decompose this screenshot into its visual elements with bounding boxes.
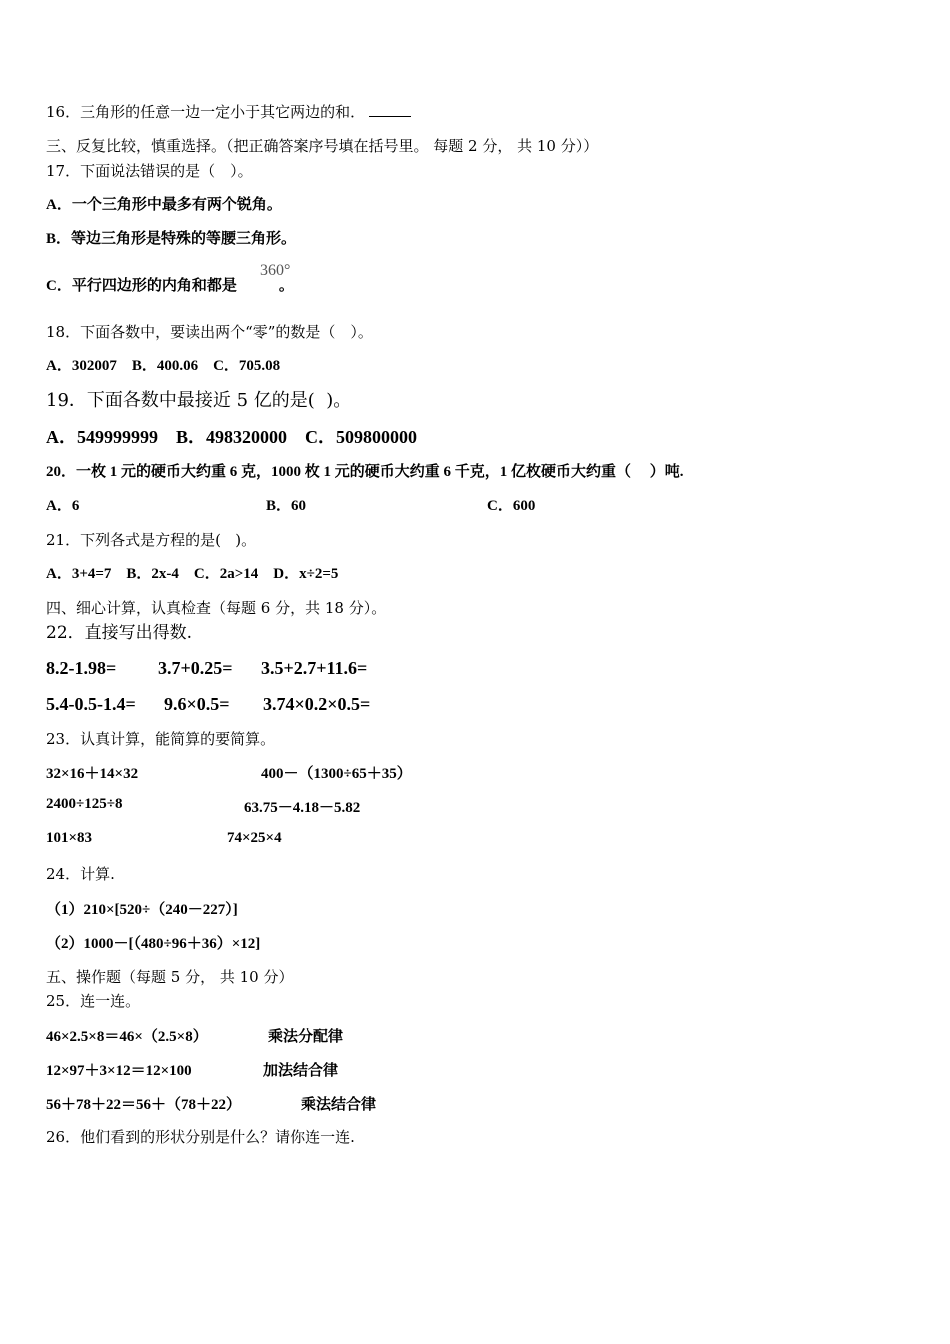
expr-1: 32×16＋14×32 xyxy=(46,766,139,782)
match-right-1[interactable]: 乘法分配律 xyxy=(268,1029,344,1045)
calc-5: 9.6×0.5= xyxy=(164,694,230,714)
question-23-stem: 23．认真计算，能简算的要简算。 xyxy=(46,730,276,748)
question-18-stem: 18．下面各数中，要读出两个“零”的数是（ ）。 xyxy=(46,323,373,341)
calc-3: 3.5+2.7+11.6= xyxy=(261,658,368,678)
match-left-1[interactable]: 46×2.5×8＝46×（2.5×8） xyxy=(46,1029,208,1045)
question-22-stem: 22．直接写出得数. xyxy=(46,623,193,643)
expr-2: 400－（1300÷65＋35） xyxy=(261,766,412,782)
option-c-suffix: 。 xyxy=(278,278,294,294)
calc-1: 8.2-1.98= xyxy=(46,658,117,678)
section-3-title: 三、反复比较，慎重选择。（把正确答案序号填在括号里。 每题 2 分， 共 10 分）） xyxy=(46,137,599,155)
question-17-option-c xyxy=(46,276,294,296)
question-25-stem: 25．连一连。 xyxy=(46,992,141,1010)
question-20-option-b: B．60 xyxy=(266,498,307,514)
expr-5: 101×83 xyxy=(46,830,93,846)
calc-2: 3.7+0.25= xyxy=(158,658,233,678)
question-24-part-1: （1）210×[520÷（240－227）] xyxy=(46,902,238,918)
question-18-options: A．302007 B．400.06 C．705.08 xyxy=(46,358,281,374)
question-16-text: 16．三角形的任意一边一定小于其它两边的和． xyxy=(46,103,366,121)
match-left-2[interactable]: 12×97＋3×12＝12×100 xyxy=(46,1063,192,1079)
match-left-3[interactable]: 56＋78＋22＝56＋（78＋22） xyxy=(46,1097,242,1113)
calc-6: 3.74×0.2×0.5= xyxy=(263,694,371,714)
answer-blank[interactable] xyxy=(369,102,411,117)
question-17-option-a: A．一个三角形中最多有两个锐角。 xyxy=(46,197,282,213)
option-c-prefix: C．平行四边形的内角和都是 xyxy=(46,278,237,294)
question-19-stem: 19．下面各数中最接近 5 亿的是( )。 xyxy=(46,390,352,411)
match-right-2[interactable]: 加法结合律 xyxy=(263,1063,339,1079)
section-4-title: 四、细心计算，认真检查（每题 6 分，共 18 分）。 xyxy=(46,599,387,617)
question-21-stem: 21．下列各式是方程的是( )。 xyxy=(46,531,257,549)
expr-6: 74×25×4 xyxy=(227,830,282,846)
question-24-stem: 24．计算. xyxy=(46,865,115,883)
question-17-option-b: B．等边三角形是特殊的等腰三角形。 xyxy=(46,231,297,247)
expr-4: 63.75－4.18－5.82 xyxy=(244,800,361,816)
section-5-title: 五、操作题（每题 5 分， 共 10 分） xyxy=(46,968,294,986)
question-26-stem: 26．他们看到的形状分别是什么？请你连一连. xyxy=(46,1128,355,1146)
question-17-stem: 17．下面说法错误的是（ ）。 xyxy=(46,162,253,180)
question-24-part-2: （2）1000－[（480÷96＋36）×12] xyxy=(46,936,261,952)
question-20-stem: 20．一枚 1 元的硬币大约重 6 克，1000 枚 1 元的硬币大约重 6 千克，1 亿枚硬币大约重（ ）吨. xyxy=(46,464,684,480)
calc-4: 5.4-0.5-1.4= xyxy=(46,694,136,714)
question-20-option-c: C．600 xyxy=(487,498,536,514)
degree-value: 360° xyxy=(260,262,291,279)
question-21-options: A．3+4=7 B．2x-4 C．2a>14 D．x÷2=5 xyxy=(46,566,339,582)
question-16 xyxy=(46,102,411,122)
match-right-3[interactable]: 乘法结合律 xyxy=(301,1097,377,1113)
question-20-option-a: A．6 xyxy=(46,498,80,514)
expr-3: 2400÷125÷8 xyxy=(46,796,123,812)
question-19-options: A．549999999 B．498320000 C．509800000 xyxy=(46,427,418,447)
